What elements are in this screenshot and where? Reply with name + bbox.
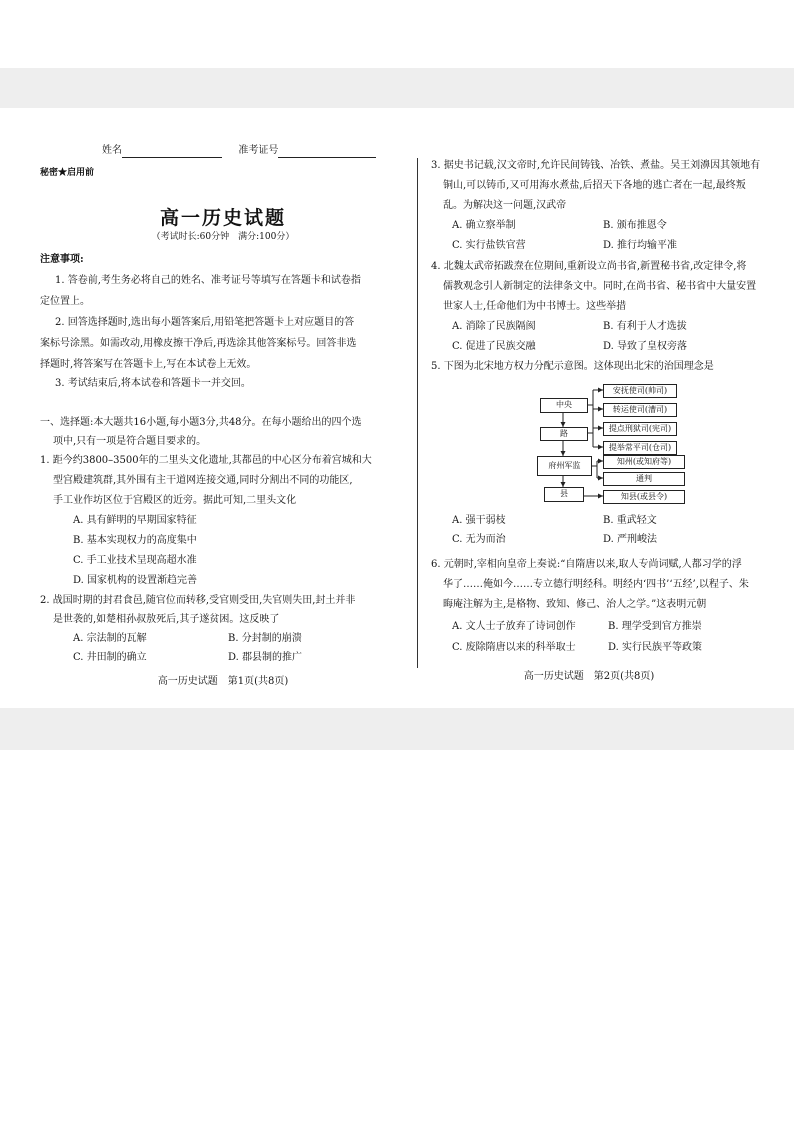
q4-option-c: C. 促进了民族交融 bbox=[452, 341, 536, 352]
power-diagram bbox=[520, 384, 695, 506]
note-line: 案标号涂黑。如需改动,用橡皮擦干净后,再选涂其他答案标号。回答非选 bbox=[40, 338, 357, 349]
q6-option-b: B. 理学受到官方推崇 bbox=[608, 621, 702, 632]
prefecture-box: 府州军监 bbox=[537, 456, 592, 476]
route-official-box: 提举常平司(仓司) bbox=[603, 441, 677, 455]
q3-option-b: B. 颁布推恩令 bbox=[603, 220, 667, 231]
page-title: 高一历史试题 bbox=[159, 207, 286, 229]
q2-option-c: C. 井田制的确立 bbox=[73, 652, 147, 663]
prefecture-official-box: 知州(或知府等) bbox=[603, 455, 685, 469]
q1-option-a: A. 具有鲜明的早期国家特征 bbox=[73, 515, 197, 526]
q1-option-c: C. 手工业技术呈现高超水准 bbox=[73, 555, 197, 566]
county-official-box: 知县(或县令) bbox=[603, 490, 685, 504]
route-official-box: 提点刑狱司(宪司) bbox=[603, 422, 677, 436]
q2-stem: 2. 战国时期的封君食邑,随官位而转移,受官则受田,失官则失田,封土并非 bbox=[40, 595, 356, 606]
name-field bbox=[102, 144, 376, 158]
q5-option-b: B. 重武轻文 bbox=[603, 515, 657, 526]
q6-option-c: C. 废除隋唐以来的科举取士 bbox=[452, 642, 576, 653]
route-box: 路 bbox=[540, 427, 588, 441]
page-subtitle: （考试时长:60分钟 满分:100分） bbox=[151, 232, 295, 242]
secret-label: 秘密★启用前 bbox=[40, 168, 95, 178]
q6-option-a: A. 文人士子放弃了诗词创作 bbox=[452, 621, 576, 632]
route-official-box: 转运使司(漕司) bbox=[603, 403, 677, 417]
section-heading: 一、选择题:本大题共16小题,每小题3分,共48分。在每小题给出的四个选 bbox=[40, 417, 362, 428]
page-footer: 高一历史试题 第1页(共8页) bbox=[157, 676, 289, 687]
prefecture-official-box: 通判 bbox=[603, 472, 685, 486]
county-box: 县 bbox=[544, 487, 584, 502]
bottom-gray-band bbox=[0, 708, 794, 750]
note-line: 1. 答卷前,考生务必将自己的姓名、准考证号等填写在答题卡和试卷指 bbox=[55, 275, 361, 286]
q4-stem: 世家人士,任命他们为中书博士。这些举措 bbox=[443, 301, 627, 312]
q4-stem: 儒教观念引人新制定的法律条文中。同时,在尚书省、秘书省中大量安置 bbox=[443, 281, 757, 292]
q5-option-d: D. 严刑峻法 bbox=[603, 534, 658, 545]
note-line: 3. 考试结束后,将本试卷和答题卡一并交回。 bbox=[55, 378, 251, 389]
q4-stem: 4. 北魏太武帝拓跋焘在位期间,重新设立尚书省,新置秘书省,改定律令,将 bbox=[431, 261, 747, 272]
notes-heading: 注意事项: bbox=[40, 254, 84, 265]
q2-option-d: D. 郡县制的推广 bbox=[228, 652, 303, 663]
q5-stem: 5. 下图为北宋地方权力分配示意图。这体现出北宋的治国理念是 bbox=[431, 361, 714, 372]
q1-stem: 手工业作坊区位于宫殿区的近旁。据此可知,二里头文化 bbox=[53, 495, 297, 506]
q1-option-d: D. 国家机构的设置渐趋完善 bbox=[73, 575, 198, 586]
q6-stem: 6. 元朝时,宰相向皇帝上奏说:“自隋唐以来,取人专尚词赋,人都习学的浮 bbox=[431, 559, 742, 570]
q2-option-b: B. 分封制的崩溃 bbox=[228, 633, 302, 644]
q4-option-a: A. 消除了民族隔阂 bbox=[452, 321, 536, 332]
q5-option-c: C. 无为而治 bbox=[452, 534, 506, 545]
exam-sheet bbox=[40, 140, 761, 698]
top-gray-band bbox=[0, 68, 794, 108]
q3-stem: 3. 据史书记载,汉文帝时,允许民间铸钱、冶铁、煮盐。吴王刘濞因其领地有 bbox=[431, 160, 761, 171]
q3-option-a: A. 确立察举制 bbox=[452, 220, 516, 231]
route-official-box: 安抚使司(帅司) bbox=[603, 384, 677, 398]
q6-stem: 华了……俺如今……专立德行明经科。明经内‘四书’‘五经’,以程子、朱 bbox=[443, 579, 749, 590]
q3-option-d: D. 推行均输平准 bbox=[603, 240, 678, 251]
q5-option-a: A. 强干弱枝 bbox=[452, 515, 506, 526]
section-heading-cont: 项中,只有一项是符合题目要求的。 bbox=[53, 436, 207, 447]
q6-stem: 晦庵注解为主,是格物、致知、修己、治人之学。”这表明元朝 bbox=[443, 599, 707, 610]
central-box: 中央 bbox=[540, 398, 588, 413]
q1-stem: 型宫殿建筑群,其外围有主干道网连接交通,同时分割出不同的功能区, bbox=[53, 475, 353, 486]
note-line: 2. 回答选择题时,选出每小题答案后,用铅笔把答题卡上对应题目的答 bbox=[55, 317, 355, 328]
q2-option-a: A. 宗法制的瓦解 bbox=[73, 633, 147, 644]
q4-option-b: B. 有利于人才选拔 bbox=[603, 321, 687, 332]
q4-option-d: D. 导致了皇权旁落 bbox=[603, 341, 688, 352]
page-footer: 高一历史试题 第2页(共8页) bbox=[523, 671, 655, 682]
q3-option-c: C. 实行盐铁官营 bbox=[452, 240, 526, 251]
q1-stem: 1. 距今约3800–3500年的二里头文化遗址,其都邑的中心区分布着宫城和大 bbox=[40, 455, 372, 466]
name-label: 姓名 bbox=[102, 145, 122, 156]
q3-stem: 铜山,可以铸币,又可用海水煮盐,后招天下各地的逃亡者在一起,最终叛 bbox=[443, 180, 746, 191]
q1-option-b: B. 基本实现权力的高度集中 bbox=[73, 535, 197, 546]
q2-stem: 是世袭的,如楚相孙叔敖死后,其子遂贫困。这反映了 bbox=[53, 614, 280, 625]
q6-option-d: D. 实行民族平等政策 bbox=[608, 642, 703, 653]
note-line: 定位置上。 bbox=[40, 296, 90, 307]
page-divider bbox=[417, 158, 418, 668]
exam-id-label: 准考证号 bbox=[238, 145, 279, 156]
note-line: 择题时,将答案写在答题卡上,写在本试卷上无效。 bbox=[40, 359, 257, 370]
q3-stem: 乱。为解决这一问题,汉武帝 bbox=[443, 200, 567, 211]
